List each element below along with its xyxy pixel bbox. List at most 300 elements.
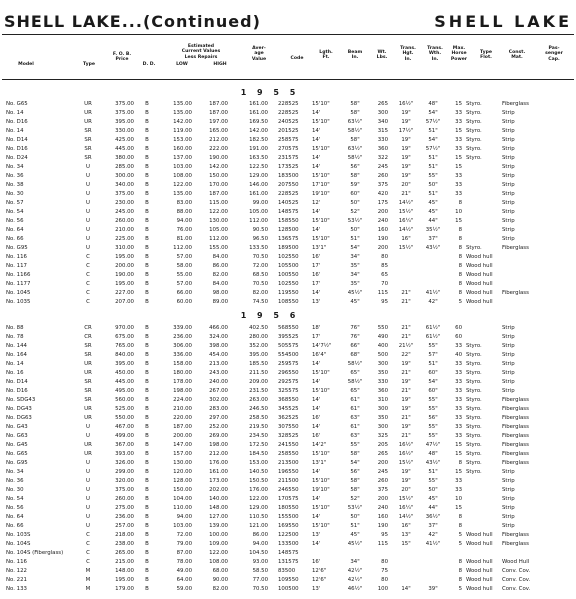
cell-code: 128500 xyxy=(278,227,299,233)
cell-length: 15'10" xyxy=(312,236,330,242)
cell-horse-power: 5 xyxy=(458,532,462,538)
cell-length: 14'7½" xyxy=(312,343,332,349)
cell-trans-height: 19" xyxy=(401,397,411,403)
cell-code: 102550 xyxy=(278,254,299,260)
cell-high-value: 109.00 xyxy=(209,541,228,547)
page-title-right: SHELL LAKE xyxy=(434,12,572,31)
cell-high-value: 176.00 xyxy=(209,460,228,466)
cell-code: 228525 xyxy=(278,191,299,197)
cell-horse-power: 15 xyxy=(455,218,462,224)
cell-beam: 58" xyxy=(350,110,360,116)
cell-horse-power: 33 xyxy=(455,361,462,367)
cell-weight: 100 xyxy=(377,586,388,592)
cell-trans-height: 21" xyxy=(401,433,411,439)
cell-length: 14' xyxy=(312,514,321,520)
cell-code: 345525 xyxy=(278,406,299,412)
cell-fob-price: 450.00 xyxy=(115,370,134,376)
cell-beam: 45" xyxy=(350,532,360,538)
cell-dd: B xyxy=(145,209,149,215)
cell-fob-price: 195.00 xyxy=(115,577,134,583)
cell-trans-width: 36½" xyxy=(425,514,441,520)
table-row xyxy=(0,271,576,280)
table-row xyxy=(0,190,576,199)
cell-beam: 42½" xyxy=(347,577,363,583)
table-row xyxy=(0,360,576,369)
cell-trans-height: 14½" xyxy=(398,227,414,233)
table-row xyxy=(0,504,576,513)
col-average: Aver- age Value xyxy=(251,46,267,62)
cell-dd: B xyxy=(145,433,149,439)
cell-high-value: 127.00 xyxy=(209,514,228,520)
cell-high-value: 90.00 xyxy=(212,577,228,583)
cell-high-value: 108.00 xyxy=(209,559,228,565)
cell-high-value: 213.00 xyxy=(209,361,228,367)
cell-fob-price: 260.00 xyxy=(115,218,134,224)
cell-type: U xyxy=(86,191,90,197)
cell-length: 14' xyxy=(312,164,321,170)
cell-construction: Strip xyxy=(502,478,515,484)
cell-high-value: 302.00 xyxy=(209,397,228,403)
cell-length: 14' xyxy=(312,406,321,412)
cell-flotation: Wood hull xyxy=(466,586,493,592)
cell-low-value: 224.00 xyxy=(173,397,192,403)
cell-construction: Wood Hull xyxy=(502,559,530,565)
table-row xyxy=(0,378,576,387)
cell-flotation: Wood hull xyxy=(466,272,493,278)
cell-beam: 42½" xyxy=(347,568,363,574)
cell-model: No. SDG43 xyxy=(6,397,36,403)
cell-trans-height: 16¼" xyxy=(398,505,414,511)
cell-trans-width: 55" xyxy=(428,173,438,179)
table-row xyxy=(0,549,576,558)
cell-type: UR xyxy=(84,406,92,412)
cell-trans-width: 51" xyxy=(428,361,438,367)
cell-model: No. 66 xyxy=(6,523,24,529)
cell-model: No. 104S xyxy=(6,541,31,547)
cell-beam: 58" xyxy=(350,101,360,107)
cell-length: 17' xyxy=(312,263,321,269)
cell-horse-power: 15 xyxy=(455,451,462,457)
cell-fob-price: 179.00 xyxy=(115,586,134,592)
cell-dd: B xyxy=(145,505,149,511)
cell-beam: 65" xyxy=(350,370,360,376)
cell-code: 173525 xyxy=(278,164,299,170)
cell-high-value: 187.00 xyxy=(209,191,228,197)
cell-trans-width: 42" xyxy=(428,299,438,305)
cell-fob-price: 215.00 xyxy=(115,559,134,565)
cell-low-value: 210.00 xyxy=(173,406,192,412)
table-row xyxy=(0,199,576,208)
col-type: Type xyxy=(83,62,95,67)
cell-beam: 34" xyxy=(350,254,360,260)
cell-trans-height: 21" xyxy=(401,415,411,421)
cell-high-value: 267.00 xyxy=(209,388,228,394)
cell-high-value: 142.00 xyxy=(209,164,228,170)
cell-trans-height: 20" xyxy=(401,487,411,493)
cell-trans-height: 19" xyxy=(401,406,411,412)
cell-low-value: 58.00 xyxy=(176,263,192,269)
cell-high-value: 252.00 xyxy=(209,424,228,430)
cell-construction: Strip xyxy=(502,200,515,206)
cell-model: No. 116 xyxy=(6,559,27,565)
cell-high-value: 240.00 xyxy=(209,379,228,385)
table-row xyxy=(0,163,576,172)
cell-type: SR xyxy=(84,388,92,394)
table-row xyxy=(0,136,576,145)
cell-beam: 58" xyxy=(350,451,360,457)
cell-length: 14' xyxy=(312,469,321,475)
cell-average-value: 146.00 xyxy=(249,182,268,188)
cell-dd: B xyxy=(145,514,149,520)
cell-low-value: 150.00 xyxy=(173,487,192,493)
cell-weight: 330 xyxy=(377,379,388,385)
cell-high-value: 187.00 xyxy=(209,110,228,116)
cell-construction: Strip xyxy=(502,110,515,116)
cell-model: No. 30 xyxy=(6,191,24,197)
cell-high-value: 122.00 xyxy=(209,550,228,556)
cell-fob-price: 380.00 xyxy=(115,155,134,161)
cell-code: 105500 xyxy=(278,263,299,269)
cell-length: 18' xyxy=(312,325,321,331)
col-beam: Beam In. xyxy=(347,50,363,61)
cell-high-value: 68.00 xyxy=(212,568,228,574)
cell-horse-power: 15 xyxy=(455,505,462,511)
cell-model: No. 116 xyxy=(6,254,27,260)
cell-model: No. G95 xyxy=(6,245,28,251)
cell-trans-width: 50" xyxy=(428,487,438,493)
cell-model: No. G95 xyxy=(6,460,28,466)
cell-code: 207550 xyxy=(278,182,299,188)
cell-low-value: 87.00 xyxy=(176,550,192,556)
cell-type: U xyxy=(86,164,90,170)
table-row xyxy=(0,127,576,136)
col-code: Code xyxy=(290,56,304,61)
table-row xyxy=(0,450,576,459)
cell-dd: B xyxy=(145,236,149,242)
cell-model: No. 1177 xyxy=(6,281,31,287)
cell-fob-price: 330.00 xyxy=(115,128,134,134)
cell-fob-price: 238.00 xyxy=(115,541,134,547)
cell-code: 83500 xyxy=(278,568,296,574)
cell-high-value: 212.00 xyxy=(209,451,228,457)
cell-length: 13' xyxy=(312,532,321,538)
cell-length: 15'10" xyxy=(312,451,330,457)
cell-trans-height: 16½" xyxy=(398,101,414,107)
cell-average-value: 263.00 xyxy=(249,397,268,403)
cell-low-value: 59.00 xyxy=(176,586,192,592)
cell-trans-width: 56" xyxy=(428,415,438,421)
cell-fob-price: 210.00 xyxy=(115,227,134,233)
cell-average-value: 72.00 xyxy=(252,263,268,269)
cell-average-value: 58.50 xyxy=(252,568,268,574)
cell-dd: B xyxy=(145,200,149,206)
cell-length: 14' xyxy=(312,496,321,502)
cell-average-value: 70.50 xyxy=(252,254,268,260)
cell-beam: 45½" xyxy=(347,541,363,547)
col-model: Model xyxy=(18,62,34,67)
cell-flotation: Styro. xyxy=(466,388,482,394)
cell-weight: 375 xyxy=(377,182,388,188)
cell-high-value: 190.00 xyxy=(209,155,228,161)
cell-horse-power: 8 xyxy=(458,460,462,466)
cell-length: 14' xyxy=(312,128,321,134)
cell-construction: Strip xyxy=(502,361,515,367)
cell-model: No. D16 xyxy=(6,388,28,394)
cell-dd: B xyxy=(145,218,149,224)
cell-beam: 54" xyxy=(350,460,360,466)
cell-fob-price: 148.00 xyxy=(115,568,134,574)
cell-code: 136575 xyxy=(278,236,299,242)
col-trans-height: Trans. Hgt. In. xyxy=(400,46,416,62)
cell-dd: B xyxy=(145,343,149,349)
cell-dd: B xyxy=(145,523,149,529)
cell-high-value: 212.00 xyxy=(209,137,228,143)
cell-trans-width: 54" xyxy=(428,137,438,143)
cell-average-value: 142.00 xyxy=(249,128,268,134)
cell-length: 15'10" xyxy=(312,370,330,376)
cell-model: No. 104S (Fiberglass) xyxy=(6,550,64,556)
table-row xyxy=(0,100,576,109)
cell-construction: Fiberglass xyxy=(502,424,529,430)
cell-trans-width: 51" xyxy=(428,469,438,475)
cell-high-value: 148.00 xyxy=(209,505,228,511)
cell-average-value: 211.50 xyxy=(249,370,268,376)
cell-model: No. G45 xyxy=(6,442,28,448)
cell-code: 213500 xyxy=(278,460,299,466)
cell-model: No. 38 xyxy=(6,182,24,188)
cell-length: 12'6" xyxy=(312,577,327,583)
top-rule xyxy=(2,34,574,35)
cell-code: 270575 xyxy=(278,146,299,152)
cell-model: No. D14 xyxy=(6,379,28,385)
cell-trans-width: 48" xyxy=(428,101,438,107)
cell-high-value: 122.00 xyxy=(209,209,228,215)
cell-weight: 375 xyxy=(377,487,388,493)
cell-beam: 65" xyxy=(350,388,360,394)
cell-flotation: Wood hull xyxy=(466,577,493,583)
cell-average-value: 129.00 xyxy=(249,505,268,511)
cell-model: No. D16 xyxy=(6,146,28,152)
cell-type: U xyxy=(86,236,90,242)
cell-construction: Strip xyxy=(502,137,515,143)
cell-average-value: 182.50 xyxy=(249,137,268,143)
cell-code: 100550 xyxy=(278,272,299,278)
cell-trans-width: 41½" xyxy=(425,541,441,547)
cell-code: 296550 xyxy=(278,370,299,376)
cell-weight: 190 xyxy=(377,523,388,529)
cell-weight: 322 xyxy=(377,155,388,161)
table-row xyxy=(0,253,576,262)
cell-low-value: 55.00 xyxy=(176,272,192,278)
cell-code: 395525 xyxy=(278,334,299,340)
cell-construction: Strip xyxy=(502,146,515,152)
cell-weight: 240 xyxy=(377,218,388,224)
cell-flotation: Styro. xyxy=(466,370,482,376)
cell-type: C xyxy=(86,290,90,296)
cell-code: 131575 xyxy=(278,559,299,565)
cell-model: No. 14 xyxy=(6,361,24,367)
cell-fob-price: 395.00 xyxy=(115,361,134,367)
cell-fob-price: 395.00 xyxy=(115,119,134,125)
cell-code: 231575 xyxy=(278,155,299,161)
cell-average-value: 185.50 xyxy=(249,361,268,367)
cell-dd: B xyxy=(145,164,149,170)
cell-low-value: 79.00 xyxy=(176,541,192,547)
cell-trans-height: 16¼" xyxy=(398,218,414,224)
cell-beam: 58" xyxy=(350,173,360,179)
cell-trans-height: 19" xyxy=(401,424,411,430)
cell-model: No. G43 xyxy=(6,424,28,430)
cell-dd: B xyxy=(145,406,149,412)
col-dd: D. D. xyxy=(142,62,156,67)
cell-high-value: 84.00 xyxy=(212,254,228,260)
cell-type: U xyxy=(86,505,90,511)
cell-fob-price: 285.00 xyxy=(115,164,134,170)
cell-construction: Strip xyxy=(502,514,515,520)
cell-fob-price: 375.00 xyxy=(115,487,134,493)
cell-low-value: 135.00 xyxy=(173,191,192,197)
cell-dd: B xyxy=(145,263,149,269)
cell-length: 14' xyxy=(312,541,321,547)
cell-type: UR xyxy=(84,370,92,376)
cell-beam: 34" xyxy=(350,272,360,278)
cell-trans-width: 51" xyxy=(428,155,438,161)
cell-fob-price: 275.00 xyxy=(115,505,134,511)
cell-trans-height: 21" xyxy=(401,290,411,296)
cell-code: 246550 xyxy=(278,487,299,493)
cell-beam: 50" xyxy=(350,514,360,520)
cell-code: 100500 xyxy=(278,586,299,592)
cell-type: CR xyxy=(84,334,92,340)
cell-fob-price: 495.00 xyxy=(115,388,134,394)
cell-code: 258550 xyxy=(278,451,299,457)
cell-beam: 54" xyxy=(350,245,360,251)
cell-type: U xyxy=(86,523,90,529)
cell-type: U xyxy=(86,182,90,188)
cell-trans-width: 51" xyxy=(428,128,438,134)
cell-average-value: 153.00 xyxy=(249,460,268,466)
cell-fob-price: 320.00 xyxy=(115,478,134,484)
cell-horse-power: 8 xyxy=(458,523,462,529)
cell-horse-power: 15 xyxy=(455,155,462,161)
cell-construction: Fiberglass xyxy=(502,460,529,466)
cell-dd: B xyxy=(145,182,149,188)
cell-construction: Fiberglass xyxy=(502,397,529,403)
cell-construction: Strip xyxy=(502,173,515,179)
col-fob: F. O. B. Price xyxy=(112,52,132,63)
cell-beam: 45" xyxy=(350,299,360,305)
cell-fob-price: 207.00 xyxy=(115,299,134,305)
cell-average-value: 112.00 xyxy=(249,218,268,224)
cell-trans-height: 21" xyxy=(401,325,411,331)
cell-horse-power: 8 xyxy=(458,281,462,287)
cell-flotation: Styro. xyxy=(466,119,482,125)
cell-flotation: Wood hull xyxy=(466,290,493,296)
cell-model: No. 133 xyxy=(6,586,27,592)
cell-average-value: 122.00 xyxy=(249,496,268,502)
cell-horse-power: 8 xyxy=(458,559,462,565)
cell-low-value: 57.00 xyxy=(176,281,192,287)
cell-dd: B xyxy=(145,110,149,116)
cell-construction: Fiberglass xyxy=(502,541,529,547)
cell-type: SR xyxy=(84,379,92,385)
cell-trans-height: 13" xyxy=(401,532,411,538)
cell-trans-height: 21" xyxy=(401,299,411,305)
cell-trans-width: 61½" xyxy=(425,325,441,331)
table-row xyxy=(0,468,576,477)
cell-flotation: Styro. xyxy=(466,451,482,457)
table-row xyxy=(0,351,576,360)
cell-flotation: Styro. xyxy=(466,361,482,367)
cell-weight: 190 xyxy=(377,236,388,242)
cell-trans-height: 14½" xyxy=(398,200,414,206)
cell-weight: 330 xyxy=(377,137,388,143)
cell-beam: 55" xyxy=(350,442,360,448)
cell-model: No. DG43 xyxy=(6,406,32,412)
cell-trans-width: 54" xyxy=(428,110,438,116)
cell-construction: Strip xyxy=(502,388,515,394)
cell-dd: B xyxy=(145,281,149,287)
cell-code: 158550 xyxy=(278,218,299,224)
cell-flotation: Styro. xyxy=(466,128,482,134)
cell-weight: 400 xyxy=(377,343,388,349)
cell-type: SR xyxy=(84,397,92,403)
cell-fob-price: 560.00 xyxy=(115,397,134,403)
cell-construction: Strip xyxy=(502,155,515,161)
cell-model: No. D24 xyxy=(6,155,28,161)
table-row xyxy=(0,459,576,468)
cell-low-value: 142.00 xyxy=(173,119,192,125)
cell-length: 16' xyxy=(312,415,321,421)
cell-length: 14' xyxy=(312,424,321,430)
cell-model: No. 122 xyxy=(6,568,27,574)
cell-weight: 115 xyxy=(377,541,388,547)
cell-type: SR xyxy=(84,128,92,134)
cell-beam: 45½" xyxy=(347,290,363,296)
cell-horse-power: 33 xyxy=(455,433,462,439)
cell-weight: 300 xyxy=(377,406,388,412)
cell-average-value: 77.00 xyxy=(252,577,268,583)
cell-horse-power: 60 xyxy=(455,334,462,340)
cell-fob-price: 257.00 xyxy=(115,523,134,529)
cell-average-value: 169.50 xyxy=(249,119,268,125)
cell-trans-width: 60" xyxy=(428,370,438,376)
cell-type: C xyxy=(86,559,90,565)
cell-average-value: 86.00 xyxy=(252,532,268,538)
cell-construction: Conv. Cov. xyxy=(502,586,531,592)
cell-flotation: Wood hull xyxy=(466,568,493,574)
cell-weight: 300 xyxy=(377,110,388,116)
cell-length: 14'2" xyxy=(312,442,327,448)
cell-low-value: 178.00 xyxy=(173,379,192,385)
table-row xyxy=(0,217,576,226)
cell-dd: B xyxy=(145,379,149,385)
cell-horse-power: 8 xyxy=(458,227,462,233)
cell-code: 328525 xyxy=(278,433,299,439)
cell-dd: B xyxy=(145,541,149,547)
cell-fob-price: 499.00 xyxy=(115,433,134,439)
cell-trans-width: 35½" xyxy=(425,227,441,233)
cell-length: 13'1" xyxy=(312,245,327,251)
col-length: Lgth. Ft. xyxy=(319,50,333,61)
page-title-left: SHELL LAKE...(Continued) xyxy=(4,12,261,31)
cell-length: 15'10" xyxy=(312,388,330,394)
cell-average-value: 150.50 xyxy=(249,478,268,484)
cell-flotation: Styro. xyxy=(466,352,482,358)
cell-average-value: 74.50 xyxy=(252,299,268,305)
cell-length: 14' xyxy=(312,110,321,116)
cell-construction: Fiberglass xyxy=(502,290,529,296)
